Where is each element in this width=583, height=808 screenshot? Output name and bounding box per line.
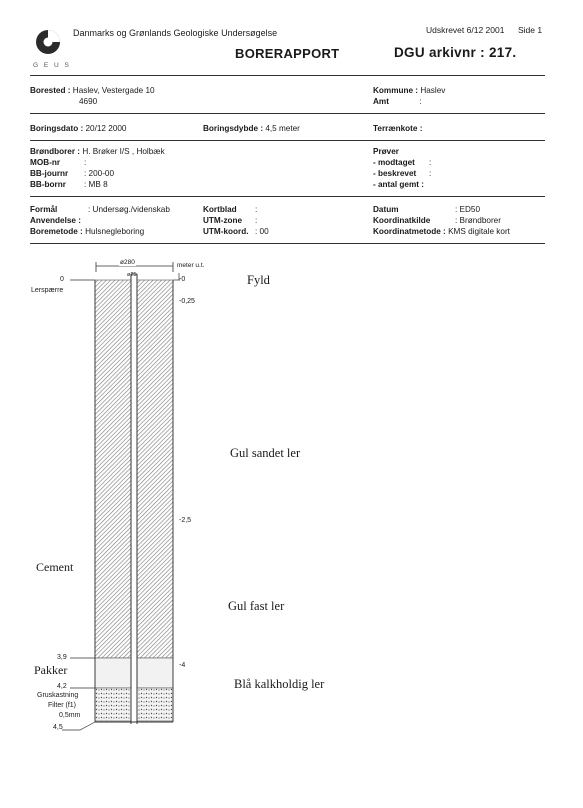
brondborer-label: Brøndborer :	[30, 147, 81, 156]
layer-bla-kalkholdig-ler: Blå kalkholdig ler	[234, 677, 325, 691]
modtaget-label: - modtaget	[373, 158, 415, 167]
printed-date: Udskrevet 6/12 2001	[426, 25, 505, 35]
depth-0-label: 0	[60, 276, 64, 283]
koordinatkilde-value: : Brøndborer	[455, 216, 501, 225]
kommune-value: Haslev	[420, 86, 446, 95]
depth-42-label: 4,2	[57, 683, 67, 690]
bbbornr-label: BB-bornr	[30, 180, 66, 189]
boringsdybde-label: Boringsdybde :	[203, 124, 264, 133]
terraenkote-label: Terrænkote :	[373, 124, 423, 133]
koordinatkilde-label: Koordinatkilde	[373, 216, 431, 225]
layer-gul-sandet-ler: Gul sandet ler	[230, 446, 301, 460]
gravel-zone-right	[137, 688, 173, 721]
beskrevet-label: - beskrevet	[373, 169, 417, 178]
brondborer-value: H. Brøker I/S , Holbæk	[82, 147, 165, 156]
depth-marker-0: -0	[179, 276, 186, 283]
cement-fill-right	[137, 280, 173, 658]
datum-value: : ED50	[455, 205, 481, 214]
bbjournr-value: : 200-00	[84, 169, 115, 178]
depth-45-label: 4,5	[53, 724, 63, 731]
utm-koord-label: UTM-koord.	[203, 227, 249, 236]
pakker-zone-left	[95, 658, 131, 688]
org-name: Danmarks og Grønlands Geologiske Undersøgelse	[73, 28, 278, 38]
antal-gemt-label: - antal gemt :	[373, 180, 424, 189]
gravel-zone-left	[95, 688, 131, 721]
cement-label: Cement	[36, 560, 74, 574]
bbbornr-value: : MB 8	[84, 180, 108, 189]
boringsdato-value: 20/12 2000	[85, 124, 127, 133]
amt-value: :	[419, 97, 422, 106]
mob-label: MOB-nr	[30, 158, 61, 167]
beskrevet-value: :	[429, 169, 432, 178]
layer-fyld: Fyld	[247, 273, 270, 287]
utm-zone-value: :	[255, 216, 258, 225]
report-title: BORERAPPORT	[235, 46, 340, 61]
kommune-label: Kommune :	[373, 86, 419, 95]
filter-label: Filter (f1)	[48, 702, 76, 709]
mob-value: :	[84, 158, 87, 167]
postal-code: 4690	[79, 97, 98, 106]
depth-unit-label: meter u.t.	[177, 262, 205, 269]
utm-zone-label: UTM-zone	[203, 216, 243, 225]
pakker-label: Pakker	[34, 663, 68, 677]
boringsdato-label: Boringsdato :	[30, 124, 84, 133]
boringsdybde-value: 4,5 meter	[265, 124, 300, 133]
logo-text: G E U S	[33, 62, 71, 69]
utm-koord-value: : 00	[255, 227, 269, 236]
prover-label: Prøver	[373, 147, 399, 156]
mm-label: 0,5mm	[59, 712, 81, 719]
koordinatmetode-value: KMS digitale kort	[448, 227, 510, 236]
boremetode-value: Hulsnegleboring	[85, 227, 145, 236]
borested-value: Haslev, Vestergade 10	[72, 86, 155, 95]
inner-diameter-label: ø25	[127, 272, 137, 278]
koordinatmetode-label: Koordinatmetode :	[373, 227, 446, 236]
anvendelse-label: Anvendelse :	[30, 216, 81, 225]
depth-marker-25: -2,5	[179, 517, 192, 524]
kortblad-label: Kortblad	[203, 205, 237, 214]
depth-marker-4: -4	[179, 662, 186, 669]
amt-label: Amt	[373, 97, 389, 106]
pakker-zone-right	[137, 658, 173, 688]
modtaget-value: :	[429, 158, 432, 167]
lerspaerre-label: Lerspærre	[31, 287, 64, 294]
gruskastning-label: Gruskastning	[37, 692, 79, 699]
boremetode-label: Boremetode :	[30, 227, 83, 236]
leader-45	[62, 722, 95, 730]
borested-label: Borested :	[30, 86, 71, 95]
depth-39-label: 3,9	[57, 654, 67, 661]
page-number: Side 1	[518, 25, 543, 35]
outer-diameter-label: ø280	[120, 259, 135, 266]
kortblad-value: :	[255, 205, 258, 214]
cement-fill-left	[95, 280, 131, 658]
datum-label: Datum	[373, 205, 399, 214]
layer-gul-fast-ler: Gul fast ler	[228, 599, 285, 613]
formal-label: Formål	[30, 205, 58, 214]
formal-value: : Undersøg./videnskab	[88, 205, 170, 214]
archive-number: DGU arkivnr : 217.	[394, 45, 517, 60]
bbjournr-label: BB-journr	[30, 169, 69, 178]
depth-marker-025: -0,25	[179, 298, 195, 305]
